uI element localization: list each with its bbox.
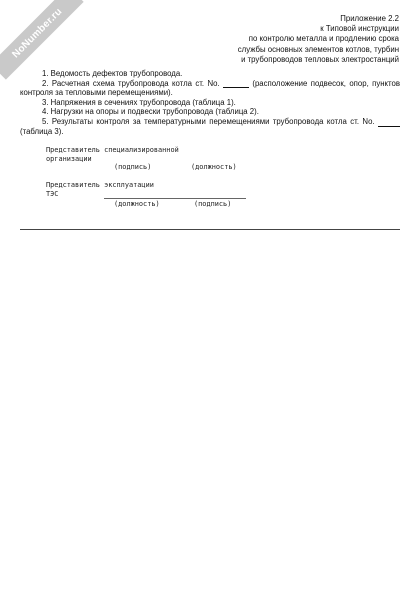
list-item — [20, 69, 400, 79]
fill-in-blank — [223, 79, 249, 88]
signature-labels — [46, 163, 296, 173]
appendix-line: по контролю металла и продлению срока — [248, 34, 399, 44]
list-item-text: 4. Нагрузки на опоры и подвески трубопровода (таблица 2). — [42, 107, 259, 117]
list-item-text: (таблица 3). — [20, 126, 64, 136]
list-item-text: (расположение подвесок, опор, пунктов контроля за тепловыми перемещениями). — [20, 78, 400, 98]
signature-block-specialized-org — [46, 146, 296, 173]
signature-title: организации — [46, 154, 92, 163]
signature-label: (подпись) — [194, 200, 232, 209]
watermark-banner — [0, 0, 84, 80]
signature-title: Представитель специализированной — [46, 146, 179, 154]
attachment-list — [20, 69, 400, 136]
signature-block-operations — [46, 181, 296, 210]
list-item-text: 2. Расчетная схема трубопровода котла ст. No. — [42, 78, 220, 88]
list-item-text: 3. Напряжения в сечениях трубопровода (таблица 1). — [42, 97, 236, 107]
fill-in-blank — [378, 118, 400, 127]
appendix-header — [139, 14, 399, 65]
list-item — [20, 117, 400, 136]
signature-label: (должность) — [114, 200, 160, 209]
list-item — [20, 107, 400, 117]
list-item-text: 1. Ведомость дефектов трубопровода. — [42, 69, 183, 78]
appendix-line: и трубопроводов тепловых электростанций — [241, 54, 399, 64]
appendix-line: службы основных элементов котлов, турбин — [237, 44, 399, 54]
signature-title: ТЭС — [46, 189, 59, 198]
list-item — [20, 98, 400, 108]
signature-label: (подпись) — [114, 163, 152, 172]
appendix-line: Приложение 2.2 — [340, 14, 399, 23]
watermark-text: NoNumber.ru — [9, 5, 65, 61]
list-item — [20, 79, 400, 98]
appendix-line: к Типовой инструкции — [320, 24, 399, 34]
signature-labels — [46, 198, 296, 210]
footer-divider — [20, 229, 400, 230]
signature-title: Представитель эксплуатации — [46, 181, 154, 189]
list-item-text: 5. Результаты контроля за температурными перемещениями трубопровода котла ст. No. — [42, 116, 375, 126]
signature-label: (должность) — [191, 163, 237, 172]
signature-line — [104, 198, 246, 199]
